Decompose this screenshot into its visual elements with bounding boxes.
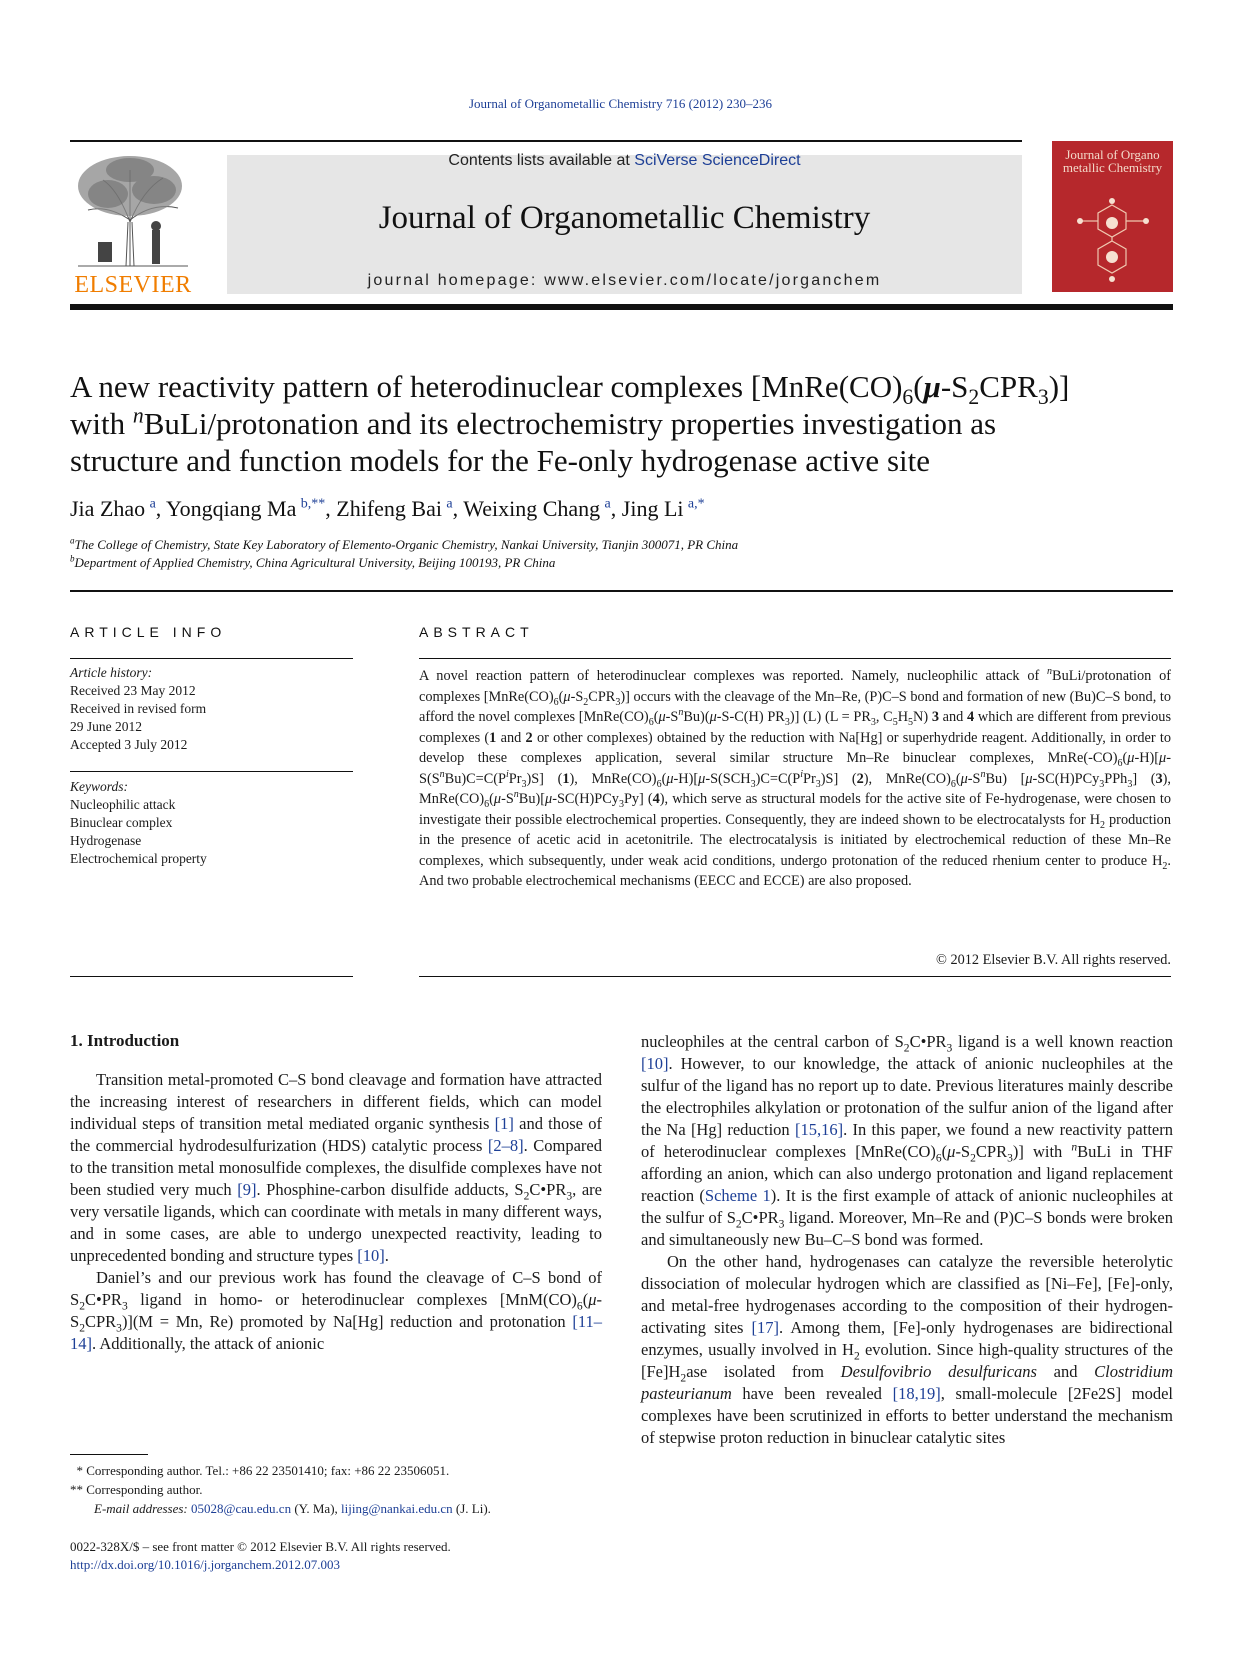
- footnote-corresponding-2: ** Corresponding author.: [70, 1482, 203, 1497]
- history-label: Article history:: [70, 665, 153, 680]
- title-paren: (: [913, 369, 924, 404]
- keywords-label: Keywords:: [70, 779, 128, 794]
- title-rule: [70, 590, 1173, 592]
- author-mark[interactable]: b,**: [300, 496, 326, 512]
- author-name: Jia Zhao: [70, 496, 146, 521]
- abstract-text: A novel reaction pattern of heterodinuclear complexes was reported. Namely, nucleophilic attack of $^n$BuLi/protonation of complexes $[MnRe(CO)_6(\mu-S_2CPR_3)]$ occurs with the cleavage of the Mn–Re, (P)C–S bond and formation of new (Bu)C–S bond, to afford the novel complexes [$MnRe(CO)_6(\mu-S^nBu)(\mu-S-C(H)$ $PR_3$)] (L) ($L = PR_3$, $C_5H_5N$) 3 and 4 which are different from previous complexes (1 and 2 or other complexes) obtained by the reduction with Na[Hg] or superhydride reagent. Additionally, in order to develop these complexes application, several similar structure Mn–Re binuclear complexes, $MnRe(-CO)_6(\mu-H)[\mu-S(S^nBu)C=C(P^iPr_3)S]$ (1), $MnRe(CO)_6(\mu-H)[\mu-S(SCH_3)C=C(P^iPr_3)S]$ (2), $MnRe(CO)_6(\mu-S^nBu)$ [μ-SC(H)PCy$_3$PPh$_3$] (3), $MnRe(CO)_6(\mu-S^nBu)[\mu-SC(H)PCy_3Py]$ (4), which serve as structural models for the active site of Fe-hydrogenase, were chosen to investigate their possible electrochemical properties. Consequently, they are indeed shown to be electrocatalysts for $H_2$ production in the presence of acetic acid in acetonitrile. The electrocatalysis is initiated by electrochemical reduction of these Mn–Re complexes, which subsequently, under weak acid conditions, undergo protonation of the reduced rhenium center to produce $H_2$. And two probable electrochemical mechanisms (EECC and ECCE) are also proposed.: [419, 666, 1172, 889]
- keyword: Binuclear complex: [70, 815, 173, 830]
- publisher-wordmark: ELSEVIER: [74, 272, 192, 298]
- journal-name: Journal of Organometallic Chemistry: [378, 200, 871, 236]
- author-name: Zhifeng Bai: [336, 496, 442, 521]
- author-mark[interactable]: a,*: [687, 496, 705, 512]
- section-heading-introduction: 1. Introduction: [70, 1031, 180, 1050]
- issn-line: 0022-328X/$ – see front matter © 2012 Elsevier B.V. All rights reserved.: [70, 1539, 451, 1554]
- author-mark[interactable]: a: [149, 496, 156, 512]
- affiliation-mark: b: [70, 553, 75, 564]
- keyword: Nucleophilic attack: [70, 797, 176, 812]
- footnote-emails: E-mail addresses: 05028@cau.edu.cn (Y. Ma), lijing@nankai.edu.cn (J. Li).: [94, 1501, 491, 1516]
- title-line-2: BuLi/protonation and its electrochemistry properties investigation as: [143, 406, 997, 441]
- abstract-heading: ABSTRACT: [419, 624, 534, 640]
- author-name: Jing Li: [621, 496, 684, 521]
- body-column-right: [641, 1031, 1173, 1449]
- email-link[interactable]: 05028@cau.edu.cn: [191, 1501, 292, 1516]
- email-link[interactable]: lijing@nankai.edu.cn: [341, 1501, 453, 1516]
- article-info-rule: [70, 658, 353, 659]
- header-rule-top: [70, 140, 1022, 142]
- body-paragraph: Transition metal-promoted C–S bond cleavage and formation have attracted the increasing interest of researchers in different fields, which can model individual steps of transition metal mediated organic synthesis [1] and those of the commercial hydrodesulfurization (HDS) catalytic process [2–8]. Compared to the transition metal monosulfide complexes, the disulfide complexes have not been studied very much [9]. Phosphine-carbon disulfide adducts, $S_2C•PR_3$, are very versatile ligands, which can coordinate with metals in many different ways, and in some cases, are able to undergo unexpected reactivity, leading to unprecedented bonding and structure types [10].: [70, 1070, 603, 1265]
- reference-link[interactable]: [1]: [494, 1114, 514, 1133]
- footnotes: [70, 1461, 602, 1518]
- affiliation-text: The College of Chemistry, State Key Laboratory of Elemento-Organic Chemistry, Nankai University, Tianjin 300071, PR China: [74, 537, 739, 552]
- reference-link[interactable]: [2–8]: [487, 1136, 524, 1155]
- article-info-heading: ARTICLE INFO: [70, 624, 227, 640]
- title-line-1: A new reactivity pattern of heterodinuclear complexes [MnRe(CO): [70, 369, 903, 404]
- title-s: -S: [940, 369, 969, 404]
- cover-title: Journal of Organo metallic Chemistry: [1062, 147, 1163, 175]
- author-mark[interactable]: a: [446, 496, 453, 512]
- keywords-rule: [70, 771, 353, 772]
- affiliation-mark: a: [70, 535, 75, 546]
- affiliation: [70, 555, 1180, 571]
- abstract-end-rule: [419, 976, 1171, 977]
- body-paragraph: nucleophiles at the central carbon of $S_2C•PR_3$ ligand is a well known reaction [10]. However, to our knowledge, the attack of anionic nucleophiles at the sulfur of the ligand has no report up to date. Previous literatures mainly describe the electrophiles alkylation or protonation of the sulfur anion of the ligand after the Na [Hg] reduction [15,16]. In this paper, we found a new reactivity pattern of heterodinuclear complexes $[MnRe(CO)_6(\mu-S_2CPR_3)]$ with $^n$BuLi in THF affording an anion, which can also undergo protonation and ligand replacement reaction (Scheme 1). It is the first example of attack of anionic nucleophiles at the sulfur of $S_2C•PR_3$ ligand. Moreover, Mn–Re and (P)C–S bonds were broken and simultaneously new Bu–C–S bond was formed.: [641, 1032, 1174, 1249]
- author-mark[interactable]: a: [604, 496, 611, 512]
- title-line-2-pre: with: [70, 406, 133, 441]
- abstract-rule: [419, 658, 1171, 659]
- contents-prefix: Contents lists available at: [448, 152, 635, 169]
- history-item: Received in revised form: [70, 701, 207, 716]
- footnote-corresponding-1: * Corresponding author. Tel.: +86 22 23501410; fax: +86 22 23506051.: [70, 1463, 450, 1478]
- reference-link[interactable]: [15,16]: [794, 1120, 844, 1139]
- author-name: Yongqiang Ma: [165, 496, 297, 521]
- article-info-end-rule: [70, 976, 353, 977]
- author-list: Jia Zhao $^a$, Yongqiang Ma $^{b,**}$, Zhifeng Bai $^a$, Weixing Chang $^a$, Jing Li $^{a,*}$: [70, 496, 705, 521]
- history-item: 29 June 2012: [70, 719, 142, 734]
- keyword: Electrochemical property: [70, 851, 207, 866]
- reference-link[interactable]: [10]: [641, 1054, 669, 1073]
- title-n-sup: n: [132, 403, 144, 428]
- doi-link[interactable]: http://dx.doi.org/10.1016/j.jorganchem.2012.07.003: [70, 1557, 340, 1572]
- author-name: Weixing Chang: [463, 496, 601, 521]
- title-cpr: CPR: [979, 369, 1038, 404]
- reference-link[interactable]: [9]: [237, 1180, 257, 1199]
- reference-link[interactable]: [10]: [357, 1246, 385, 1265]
- keywords: [70, 778, 360, 868]
- article-title: [70, 368, 1180, 479]
- history-item: Accepted 3 July 2012: [70, 737, 188, 752]
- journal-citation[interactable]: Journal of Organometallic Chemistry 716 (2012) 230–236: [468, 96, 773, 111]
- body-paragraph: On the other hand, hydrogenases can catalyze the reversible heterolytic dissociation of molecular hydrogen which are classified as [Ni–Fe], [Fe]-only, and metal-free hydrogenases according to the composition of their hydrogen-activating sites [17]. Among them, [Fe]-only hydrogenases are bidirectional enzymes, usually involved in $H_2$ evolution. Since high-quality structures of the $[Fe]H_2ase$ isolated from Desulfovibrio desulfuricans and Clostridium pasteurianum have been revealed [18,19], small-molecule [2Fe2S] model complexes have been scrutinized in efforts to better understand the mechanism of stepwise proton reduction in binuclear catalytic sites: [641, 1252, 1174, 1447]
- scheme-link[interactable]: Scheme 1: [704, 1186, 771, 1205]
- keyword: Hydrogenase: [70, 833, 142, 848]
- journal-homepage[interactable]: journal homepage: www.elsevier.com/locate/jorganchem: [367, 272, 882, 289]
- body-paragraph: Daniel’s and our previous work has found the cleavage of C–S bond of $S_2C•PR_3$ ligand in homo- or heterodinuclear complexes $[MnM(CO)_6(\mu-S_2CPR_3)](M = Mn$, Re) promoted by Na[Hg] reduction and protonation [11–14]. Additionally, the attack of anionic: [70, 1268, 602, 1353]
- history-item: Received 23 May 2012: [70, 683, 196, 698]
- body-column-left: [70, 1069, 602, 1355]
- title-sub: 6: [902, 385, 914, 410]
- title-sub-2: 2: [968, 385, 980, 410]
- reference-link[interactable]: [11–14]: [70, 1312, 602, 1353]
- abstract-copyright: © 2012 Elsevier B.V. All rights reserved.: [936, 952, 1171, 968]
- header-rule-bottom: [70, 304, 1173, 310]
- front-matter: [70, 1538, 602, 1574]
- title-line-3: structure and function models for the Fe-only hydrogenase active site: [70, 443, 930, 478]
- reference-link[interactable]: [17]: [751, 1318, 780, 1337]
- footnote-rule: [70, 1454, 148, 1455]
- sciencedirect-link[interactable]: SciVerse ScienceDirect: [634, 152, 801, 169]
- affiliation: [70, 537, 1180, 553]
- title-close: )]: [1048, 369, 1070, 404]
- title-mu: μ: [923, 369, 941, 404]
- title-sub-3: 3: [1037, 385, 1049, 410]
- contents-line: [227, 152, 1022, 170]
- reference-link[interactable]: [18,19]: [892, 1384, 941, 1403]
- article-history: [70, 664, 360, 754]
- affiliation-text: Department of Applied Chemistry, China Agricultural University, Beijing 100193, PR China: [74, 555, 556, 570]
